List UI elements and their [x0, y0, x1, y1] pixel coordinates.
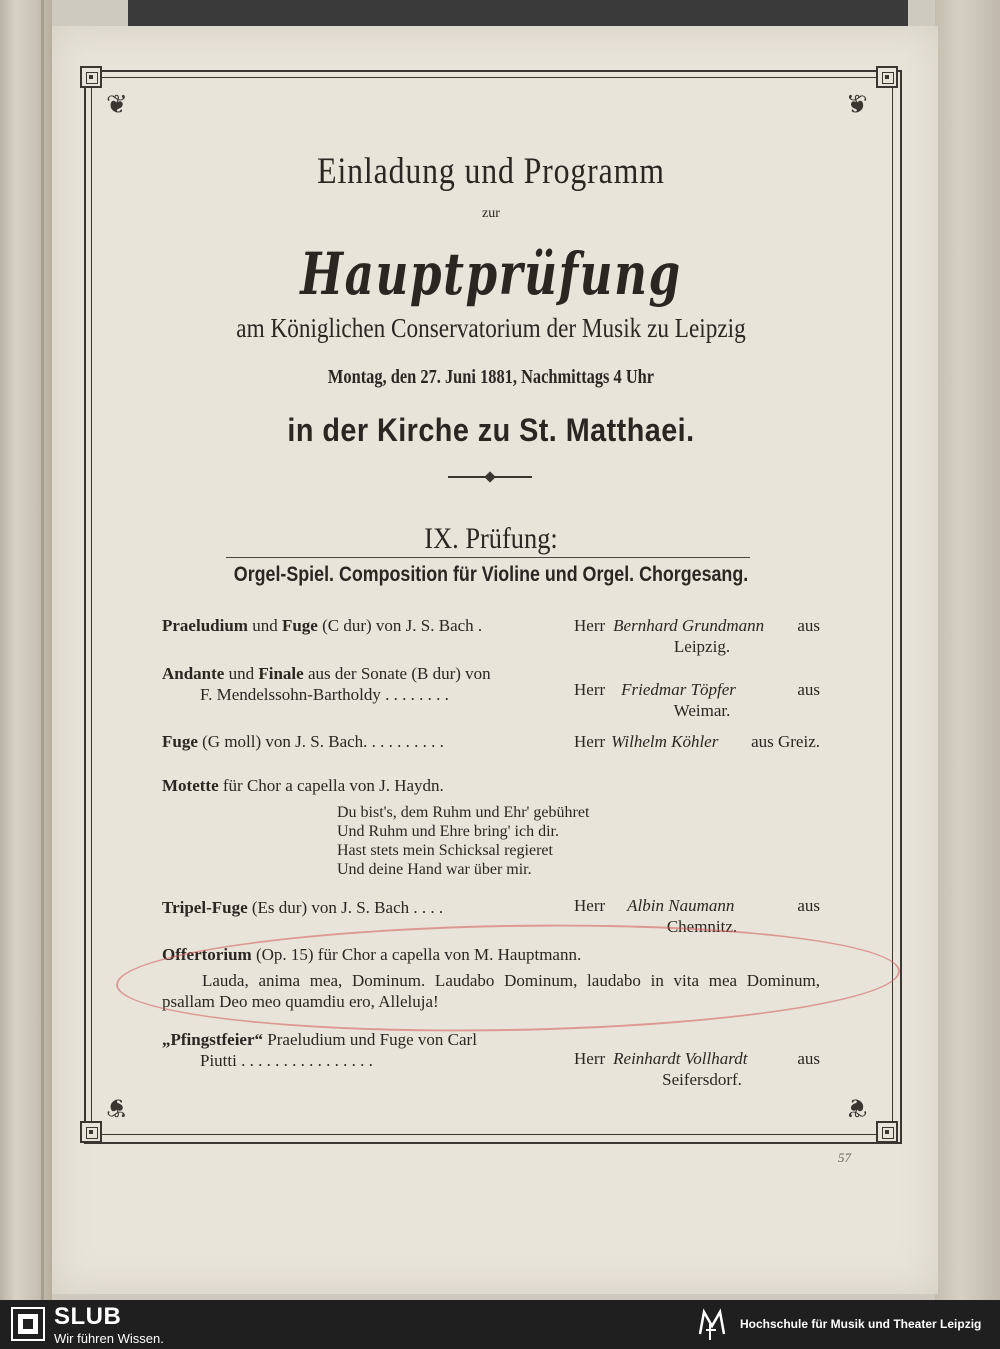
performer-title: Herr: [574, 616, 606, 635]
scroll-ornament-icon: ❦: [106, 1093, 128, 1122]
offertory-text: Lauda, anima mea, Dominum. Laudabo Dominum, laudabo in vita mea Dominum, psallam Deo meo quamdiu ero, Alleluja!: [162, 971, 820, 1011]
work-text: Praeludium und Fuge von Carl: [263, 1030, 477, 1049]
performer: [574, 679, 820, 721]
program-item: [162, 615, 562, 636]
work-title: Praeludium: [162, 616, 248, 635]
exam-rule: [226, 557, 750, 558]
performer-title: Herr: [574, 896, 606, 915]
work-text: aus der Sonate (B dur) von: [303, 664, 491, 683]
work-text: (Es dur) von J. S. Bach . . . .: [247, 898, 444, 917]
section-divider: [448, 476, 532, 478]
page-title: Einladung und Programm: [317, 151, 665, 192]
corner-ornament-icon: [876, 66, 898, 88]
work-text: und: [224, 664, 259, 683]
performer-city: Chemnitz.: [666, 917, 738, 936]
footer-bar: [0, 1300, 1000, 1349]
program-item: [162, 1029, 562, 1050]
scroll-ornament-icon: ❦: [846, 1093, 868, 1122]
work-title: Offertorium: [162, 945, 252, 964]
performer: [574, 615, 820, 657]
performer-city: Seifersdorf.: [662, 1070, 742, 1089]
performer-name: Reinhardt Vollhardt: [613, 1049, 748, 1068]
work-text: und: [247, 616, 282, 635]
performer-title: Herr: [574, 1049, 606, 1068]
work-text: (C dur) von J. S. Bach .: [317, 616, 483, 635]
slub-slogan: Wir führen Wissen.: [54, 1331, 164, 1346]
corner-ornament-icon: [876, 1121, 898, 1143]
scan-top-edge: [128, 0, 908, 26]
corner-ornament-icon: [80, 1121, 102, 1143]
performer-suffix: aus: [797, 680, 820, 699]
event-date: Montag, den 27. Juni 1881, Nachmittags 4 Uhr: [327, 366, 655, 388]
work-title: Finale: [258, 664, 304, 683]
scan-right-edge: [935, 0, 1000, 1300]
title-connector: zur: [482, 206, 500, 221]
book-binding: [0, 0, 52, 1300]
performer-suffix: aus: [797, 896, 820, 915]
performer-name: Albin Naumann: [627, 896, 735, 915]
scroll-ornament-icon: ❦: [106, 90, 128, 119]
corner-ornament-icon: [80, 66, 102, 88]
performer-name: Friedmar Töpfer: [621, 680, 736, 699]
work-text: (Op. 15) für Chor a capella von M. Hauptmann.: [251, 945, 582, 964]
performer-name: Wilhelm Köhler: [611, 732, 719, 751]
performer-suffix: aus: [797, 616, 820, 635]
work-title: „Pfingstfeier“: [162, 1030, 264, 1049]
hmt-name[interactable]: Hochschule für Musik und Theater Leipzig: [740, 1317, 982, 1331]
program-item: [162, 663, 562, 684]
work-title: Andante: [162, 664, 225, 683]
performer-suffix: aus: [797, 1049, 820, 1068]
program-item: [162, 897, 562, 918]
work-title: Tripel-Fuge: [162, 898, 248, 917]
motet-lyrics: Du bist's, dem Ruhm und Ehr' gebühret Und Ruhm und Ehre bring' ich dir. Hast stets mein Schicksal regieret Und deine Hand war über mir.: [337, 804, 590, 878]
program-item: [162, 731, 562, 752]
main-heading: Hauptprüfung: [300, 240, 682, 308]
work-title: Fuge: [162, 732, 198, 751]
hmt-logo-icon[interactable]: [692, 1304, 732, 1344]
program-item: [162, 775, 562, 796]
performer-suffix: aus Greiz.: [751, 732, 820, 751]
exam-categories: Orgel-Spiel. Composition für Violine und Orgel. Chorgesang.: [233, 563, 749, 586]
work-composer-line: F. Mendelssohn-Bartholdy . . . . . . . .: [200, 685, 449, 704]
exam-number: IX. Prüfung:: [424, 522, 558, 555]
page-number: 57: [838, 1150, 851, 1165]
performer-name: Bernhard Grundmann: [613, 616, 765, 635]
work-title: Motette: [162, 776, 219, 795]
slub-logo-icon[interactable]: [10, 1306, 46, 1342]
subtitle: am Königlichen Conservatorium der Musik zu Leipzig: [236, 313, 746, 343]
performer-city: Weimar.: [673, 701, 731, 720]
scroll-ornament-icon: ❦: [846, 90, 868, 119]
work-composer-line: Piutti . . . . . . . . . . . . . . . .: [200, 1051, 373, 1070]
performer: [574, 1048, 820, 1090]
slub-name[interactable]: SLUB: [54, 1303, 122, 1330]
performer-title: Herr: [574, 732, 606, 751]
event-venue: in der Kirche zu St. Matthaei.: [287, 412, 695, 448]
performer: [574, 731, 820, 752]
work-title: Fuge: [281, 616, 318, 635]
performer-title: Herr: [574, 680, 606, 699]
work-text: (G moll) von J. S. Bach. . . . . . . . . .: [197, 732, 444, 751]
work-text: für Chor a capella von J. Haydn.: [218, 776, 444, 795]
performer-city: Leipzig.: [673, 637, 731, 656]
